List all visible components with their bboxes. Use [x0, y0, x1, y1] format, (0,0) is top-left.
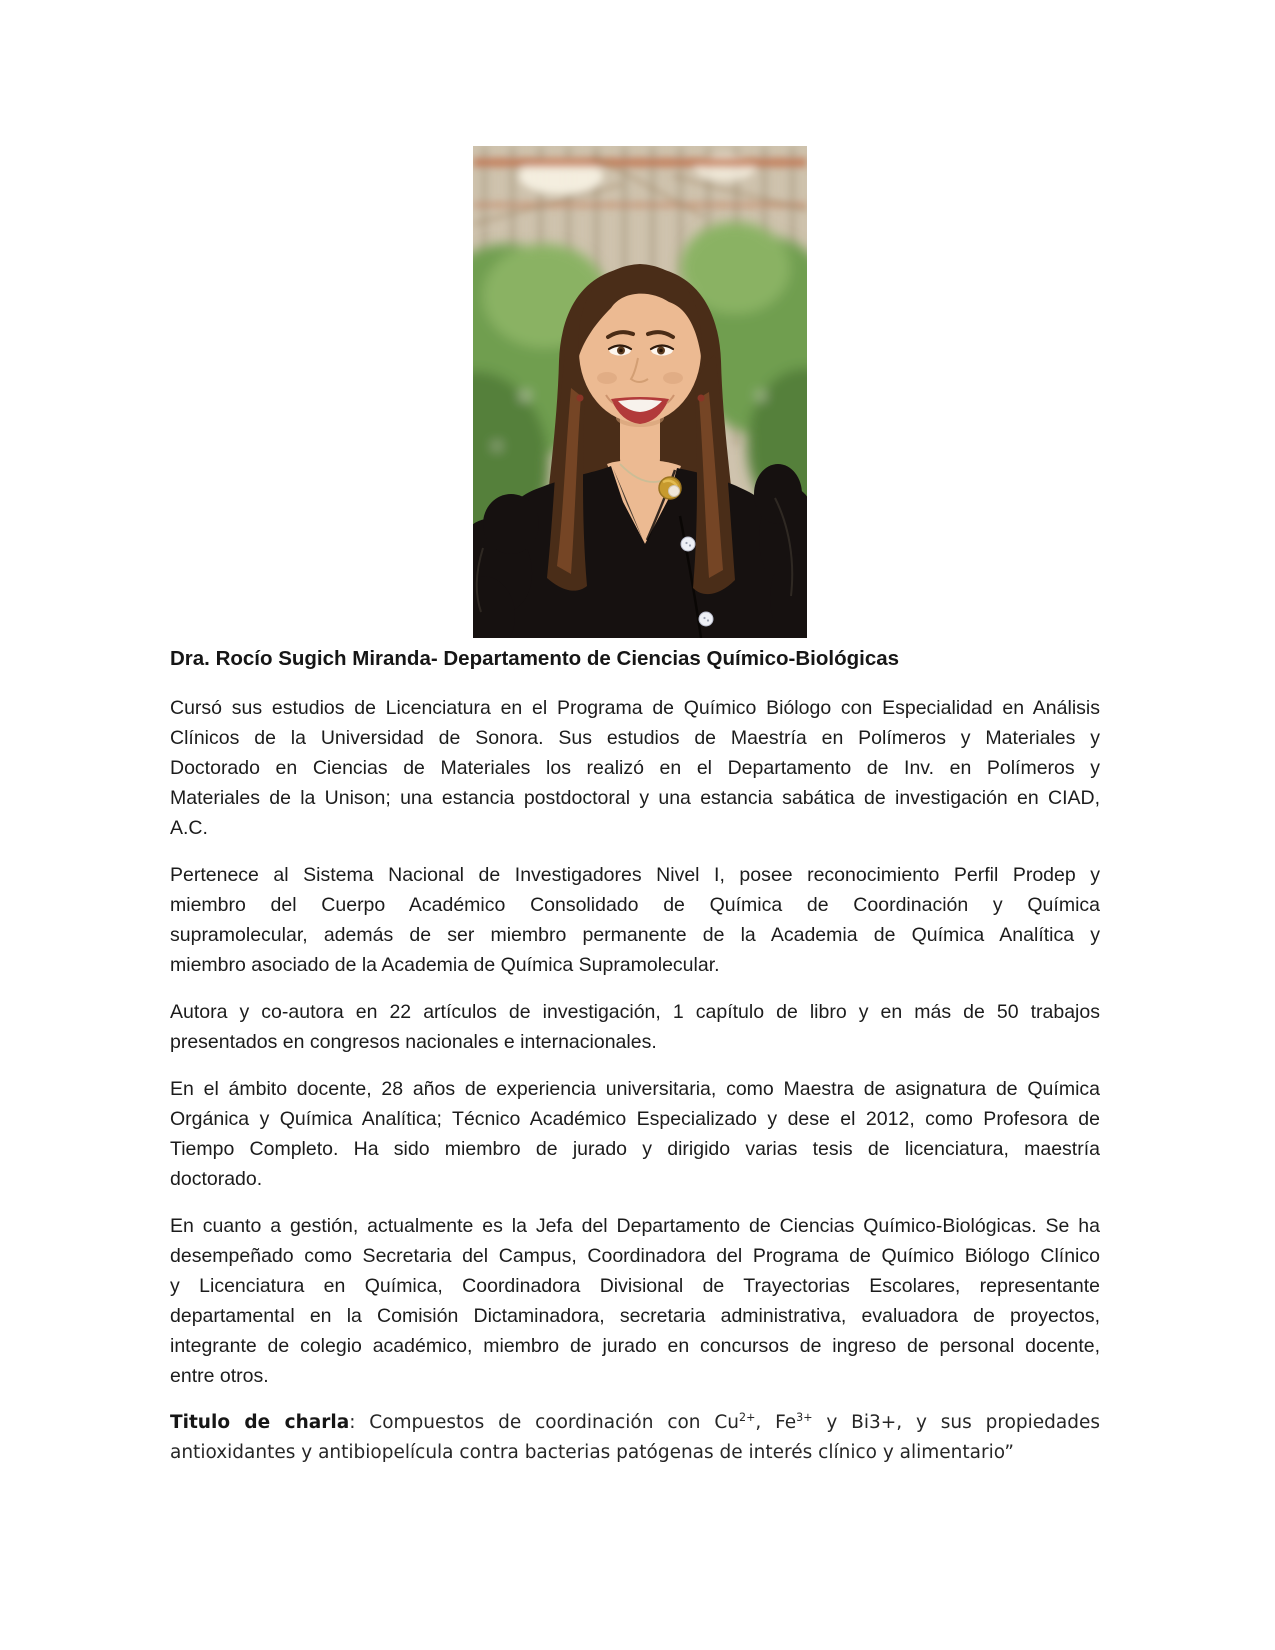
text-line: presentados en congresos nacionales e internacionales. [170, 1031, 657, 1053]
bio-paragraph [170, 693, 1100, 843]
page-title: Dra. Rocío Sugich Miranda- Departamento de Ciencias Químico-Biológicas [170, 647, 900, 670]
text-line: Cursó sus estudios de Licenciatura en el Programa de Químico Biólogo con Especialidad en Análisis [170, 697, 1100, 719]
text-line: Doctorado en Ciencias de Materiales los realizó en el Departamento de Inv. en Polímeros y [170, 757, 1100, 779]
text-line: doctorado. [170, 1168, 263, 1190]
text-line: Clínicos de la Universidad de Sonora. Sus estudios de Maestría en Polímeros y Materiales y [170, 727, 1100, 749]
text-line: antioxidantes y antibiopelícula contra bacterias patógenas de interés clínico y alimentario” [170, 1442, 1014, 1463]
text-line: departamental en la Comisión Dictaminadora, secretaria administrativa, evaluadora de proyectos, [170, 1305, 1100, 1327]
text-line: En el ámbito docente, 28 años de experiencia universitaria, como Maestra de asignatura de Química [170, 1078, 1100, 1100]
document-body [170, 644, 1100, 1485]
portrait-photo [473, 146, 807, 638]
text-line: miembro del Cuerpo Académico Consolidado de Química de Coordinación y Química [170, 894, 1100, 916]
bio-paragraph [170, 860, 1100, 980]
text-line: Orgánica y Química Analítica; Técnico Académico Especializado y dese el 2012, como Profesora de [170, 1108, 1100, 1130]
text-line: supramolecular, además de ser miembro permanente de la Academia de Química Analítica y [170, 924, 1100, 946]
bio-paragraph [170, 1211, 1100, 1391]
talk-title-paragraph [170, 1408, 1100, 1468]
bio-paragraph [170, 1074, 1100, 1194]
text-line: Autora y co-autora en 22 artículos de investigación, 1 capítulo de libro y en más de 50 trabajos [170, 1001, 1100, 1023]
text-line: Titulo de charla: Compuestos de coordinación con $Cu^{2+}$, $Fe^{3+}$ y Bi3+, y sus propiedades [170, 1410, 1100, 1433]
text-line: integrante de colegio académico, miembro de jurado en concursos de ingreso de personal docente, [170, 1335, 1100, 1357]
text-line: miembro asociado de la Academia de Química Supramolecular. [170, 954, 720, 976]
text-line: Pertenece al Sistema Nacional de Investigadores Nivel I, posee reconocimiento Perfil Prodep y [170, 864, 1100, 886]
bio-paragraph [170, 997, 1100, 1057]
text-line: desempeñado como Secretaria del Campus, Coordinadora del Programa de Químico Biólogo Clínico [170, 1245, 1100, 1267]
text-line: En cuanto a gestión, actualmente es la Jefa del Departamento de Ciencias Químico-Biológicas. Se ha [170, 1215, 1100, 1237]
text-line: A.C. [170, 817, 208, 839]
paragraph-list [170, 693, 1100, 1468]
text-line: Tiempo Completo. Ha sido miembro de jurado y dirigido varias tesis de licenciatura, maestría [170, 1138, 1100, 1160]
text-line: Materiales de la Unison; una estancia postdoctoral y una estancia sabática de investigación en CIAD, [170, 787, 1100, 809]
text-line: entre otros. [170, 1365, 269, 1387]
text-line: y Licenciatura en Química, Coordinadora Divisional de Trayectorias Escolares, representante [170, 1275, 1100, 1297]
